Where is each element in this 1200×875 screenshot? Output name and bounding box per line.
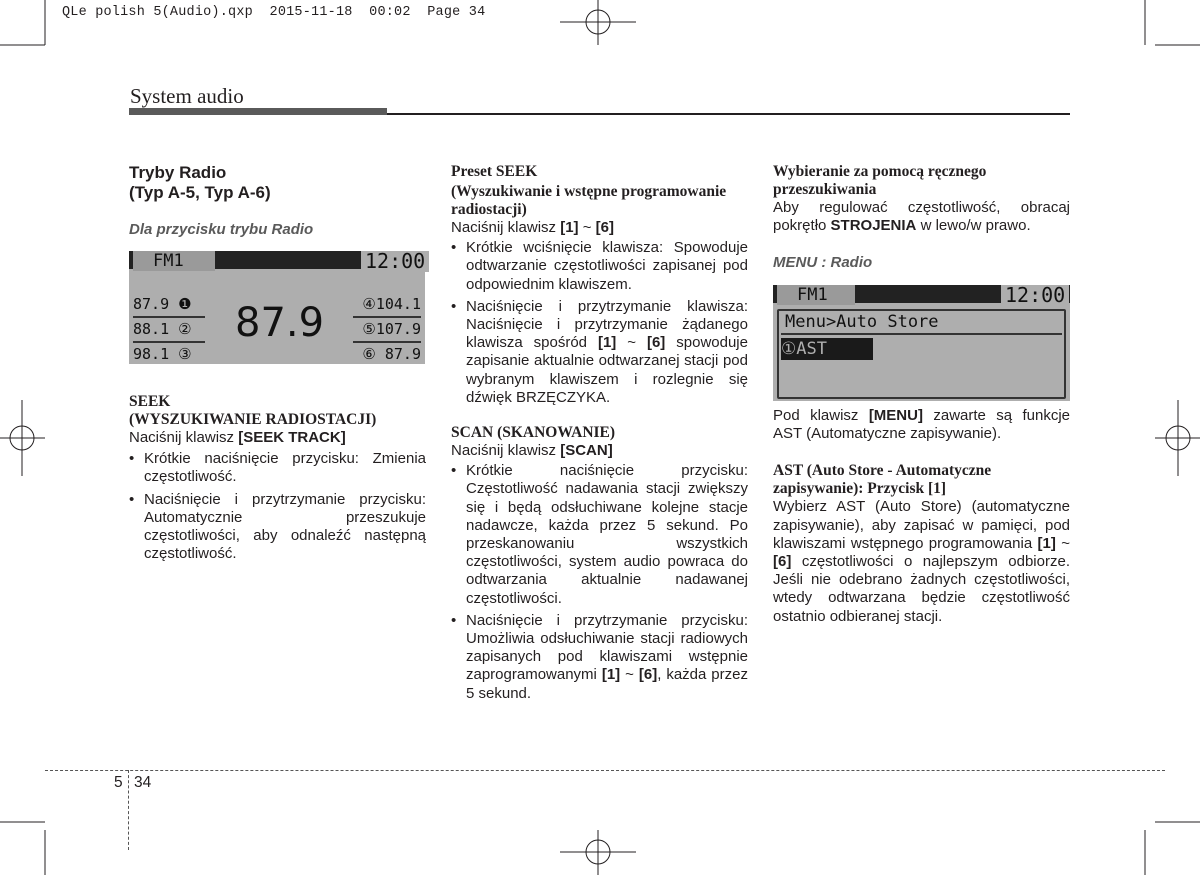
band-label: FM1 xyxy=(797,285,828,305)
page-number: 34 xyxy=(134,774,152,791)
menu-display xyxy=(773,285,1070,401)
scan-key: [SCAN] xyxy=(560,442,613,460)
menu-path: Menu>Auto Store xyxy=(785,312,939,332)
presets-right xyxy=(353,293,421,366)
preset-instruction: Naciśnij klawisz [1] ~ [6] xyxy=(451,219,614,236)
list-item: • Krótkie naciśnięcie przycisku: Częstotliwość nadawania stacji zwiększy się i będą odsłuchiwane kolejne stacje nadawcze, każda przez 5 sekund. Po przeskanowaniu wszystkich częstotliwości, system audio powraca do odtwarzania aktualnie nadawanej częstotliwości. xyxy=(451,462,748,608)
column-3-lower xyxy=(773,407,1070,626)
ast-title: AST (Auto Store - Automatyczne zapisywanie): Przycisk [1] xyxy=(773,462,992,498)
ast-text: Wybierz AST (Auto Store) (automatyczne zapisywanie), aby zapisać w pamięci, pod klawiszami wstępnego programowania [1] ~ [6] częstotliwości o najlepszym odbiorze. Jeśli nie odebrano żadnych częstotliwości, wtedy odtwarzana będzie częstotliwość ostatnio odbieranej stacji. xyxy=(773,498,1070,625)
menu-item-ast[interactable]: ①AST xyxy=(781,338,873,360)
column-3 xyxy=(773,163,1070,273)
preset-bullets xyxy=(451,239,748,407)
preset-3: 98.1 ③ xyxy=(133,345,192,363)
footer-dashed-rule xyxy=(45,770,1165,771)
scan-title: SCAN (SKANOWANIE) xyxy=(451,424,616,442)
radio-display xyxy=(129,251,425,364)
footer-dashed-divider xyxy=(128,770,129,850)
preset-seek-subtitle: (Wyszukiwanie i wstępne programowanie radiostacji) xyxy=(451,183,727,218)
manual-title: Wybieranie za pomocą ręcznego przeszukiwania xyxy=(773,163,987,198)
radio-button-subheading: Dla przycisku trybu Radio xyxy=(129,221,314,238)
band-label: FM1 xyxy=(153,251,184,271)
presets-left xyxy=(133,293,205,366)
preset-5: ⑤107.9 xyxy=(353,318,421,343)
preset-2: 88.1 ② xyxy=(133,318,205,343)
preset-seek-title: Preset SEEK xyxy=(451,163,538,180)
seek-track-key: [SEEK TRACK] xyxy=(238,429,346,446)
menu-heading: MENU : Radio xyxy=(773,254,873,272)
clock: 12:00 xyxy=(361,251,429,272)
chapter-number: 5 xyxy=(114,774,123,791)
column-1 xyxy=(129,163,426,239)
scan-bullets xyxy=(451,462,748,703)
column-2 xyxy=(451,163,748,707)
clock: 12:00 xyxy=(1001,285,1069,306)
seek-instruction: Naciśnij klawisz [SEEK TRACK] xyxy=(129,429,346,446)
seek-bullets xyxy=(129,450,426,563)
manual-text: Aby regulować częstotliwość, obracaj pokrętło STROJENIA w lewo/w prawo. xyxy=(773,199,1070,235)
section-title: System audio xyxy=(130,84,244,108)
seek-section xyxy=(129,393,426,567)
print-slug: QLe polish 5(Audio).qxp 2015-11-18 00:02 Page 34 xyxy=(62,5,486,20)
scan-instruction: Naciśnij klawisz [SCAN] xyxy=(451,442,613,460)
main-frequency: 87.9 xyxy=(235,300,325,346)
list-item: • Krótkie wciśnięcie klawisza: Spowoduje odtwarzanie częstotliwości zapisanej pod odpowiednim klawiszem. xyxy=(451,239,748,294)
radio-modes-heading: Tryby Radio (Typ A-5, Typ A-6) xyxy=(129,163,271,202)
list-item: • Naciśnięcie i przytrzymanie klawisza: Naciśnięcie i przytrzymanie żądanego klawisza spośród [1] ~ [6] spowoduje zapisanie aktualnie odtwarzanej stacji pod wybranym klawiszem i rozlegnie się dźwięk BRZĘCZYKA. xyxy=(451,298,748,407)
menu-text: Pod klawisz [MENU] zawarte są funkcje AST (Automatyczne zapisywanie). xyxy=(773,407,1071,443)
preset-6: ⑥ 87.9 xyxy=(362,345,421,363)
header-rule-line xyxy=(387,113,1070,115)
seek-subtitle: (WYSZUKIWANIE RADIOSTACJI) xyxy=(129,411,377,428)
list-item: • Krótkie naciśnięcie przycisku: Zmienia częstotliwość. xyxy=(129,450,426,486)
list-item: • Naciśnięcie i przytrzymanie przycisku: Automatycznie przeszukuje częstotliwości, aby odnaleźć następną częstotliwość. xyxy=(129,491,426,564)
preset-4: ④104.1 xyxy=(353,293,421,318)
list-item: • Naciśnięcie i przytrzymanie przycisku: Umożliwia odsłuchiwanie stacji radiowych zapisanych pod klawiszami wstępnie zaprogramowanymi [1] ~ [6], każda przez 5 sekund. xyxy=(451,612,748,703)
header-rule-bar xyxy=(129,108,387,115)
preset-1: 87.9 ❶ xyxy=(133,293,205,318)
seek-title: SEEK xyxy=(129,393,171,410)
